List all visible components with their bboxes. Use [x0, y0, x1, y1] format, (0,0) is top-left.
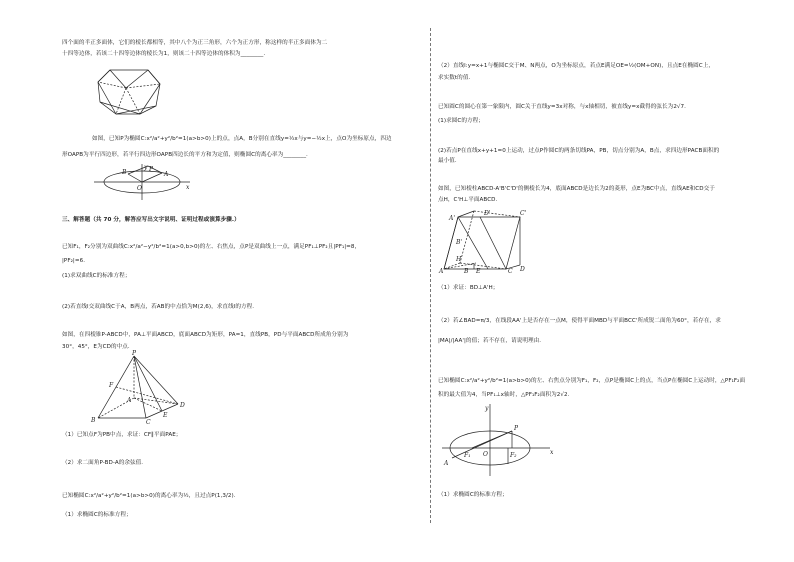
- question-ellipse3-line2: 积的最大值为4，当PF₁⊥x轴时，△PF₁F₂面积为2√2.: [438, 392, 570, 398]
- section-heading-answers: 三、解答题（共 70 分，解答应写出文字说明、证明过程或演算步骤.）: [62, 217, 240, 223]
- prism-label-a1: A': [449, 215, 455, 222]
- question-pyramid-line2: 30°，45°，E为CD的中点.: [62, 344, 130, 350]
- question-ellipse-line2: 形OAPB为平行四边形，若平行四边形OAPB四边长的平方和为定值，则椭圆C的离心率为________.: [62, 152, 308, 158]
- question-ellipse2-line1: 已知椭圆C:x²/a²+y²/b²=1(a>b>0)的离心率为½，且过点P(1,3/2).: [62, 493, 236, 499]
- question-hyperbola-line2: |PF₂|=6.: [62, 258, 86, 264]
- question-hyperbola-part1: (1)求双曲线C的标准方程；: [62, 273, 131, 279]
- question-ellipse3-line1: 已知椭圆C:x²/a²+y²/b²=1(a>b>0)的左、右焦点分别为F₁，F₂，点P是椭圆C上的点，当点P在椭圆C上运动时，△PF₁F₂面: [438, 378, 746, 384]
- ellipse3-label-y: y: [485, 405, 489, 412]
- ellipse1-label-y: y: [144, 164, 148, 171]
- question-polyhedron-line1: 四个面的半正多面体，它们的棱长都相等，其中八个为正三角形，六个为正方形，称这样的半正多面体为二: [62, 40, 328, 46]
- question-prism-line1: 如图，已知棱柱ABCD-A'B'C'D'的侧棱长为4，底面ABCD是边长为2的菱形，点E为BC中点，直线AE和CD交于: [438, 186, 715, 192]
- prism-label-d: D: [520, 266, 525, 273]
- question-hyperbola-line1: 已知F₁，F₂分别为双曲线C:x²/a²−y²/b²=1(a>0,b>0)的左、右焦点，点P是双曲线上一点，满足PF₁⊥PF₂且|PF₁|=8，: [62, 244, 361, 250]
- ellipse3-label-a: A: [444, 460, 449, 467]
- question-prism-part1: （1）求证：BD⊥A'H；: [438, 285, 499, 291]
- question-pyramid-part1: （1）已知点F为PB中点，求证：CF∥平面PAE；: [62, 432, 182, 438]
- question-pyramid-line1: 如图，在四棱锥P-ABCD中，PA⊥平面ABCD，底面ABCD为矩形，PA=1，直线PB，PD与平面ABCD所成角分别为: [62, 332, 349, 338]
- question-circle-line1: 已知圆C的圆心在第一象限内，圆C关于直线y=3x对称，与x轴相切，被直线y=x截得的弦长为2√7.: [438, 104, 686, 110]
- question-pyramid-part2: （2）求二面角P-BD-A的余弦值.: [62, 460, 144, 466]
- pyramid-label-p: P: [132, 350, 137, 357]
- question-circle-part1: (1)求圆C的方程；: [438, 118, 484, 124]
- prism-label-a: A: [439, 268, 444, 275]
- prism-label-d1: D': [484, 210, 491, 217]
- question-hyperbola-part2: (2)若直线l交双曲线C于A，B两点，若AB的中点恰为M(2,6)，求直线l的方程.: [62, 304, 255, 310]
- question-prism-part2-line1: （2）若∠BAD=π/3，在线段AA'上是否存在一点M，使得平面MBD与平面BCC'所成锐二面角为60°，若存在，求: [438, 318, 721, 324]
- pyramid-label-b: B: [91, 417, 96, 424]
- pyramid-label-a: A: [127, 397, 132, 404]
- ellipse1-label-x: x: [186, 184, 190, 191]
- question-ellipse-line1: 如图，已知P为椭圆C:x²/a²+y²/b²=1(a>b>0)上的点，点A，B分别在直线y=½x与y=−½x上，点O为坐标原点，四边: [92, 136, 392, 142]
- ellipse1-label-b: B: [122, 169, 127, 176]
- ellipse3-figure: [440, 404, 554, 478]
- prism-label-h: H: [456, 256, 462, 263]
- ellipse3-label-o: O: [483, 451, 488, 458]
- pyramid-label-f: F: [109, 382, 114, 389]
- prism-figure: [439, 207, 527, 275]
- ellipse1-label-p: P: [149, 166, 154, 173]
- ellipse1-label-o: O: [137, 185, 142, 192]
- ellipse3-label-f2: F₂: [510, 452, 517, 459]
- question-line-line2: 求实数t的值.: [438, 75, 471, 81]
- ellipse1-label-a: A: [164, 171, 169, 178]
- question-prism-line2: 点H，C'H⊥平面ABCD.: [438, 197, 498, 203]
- pyramid-label-d: D: [180, 402, 185, 409]
- question-circle-part2-line2: 最小值.: [438, 158, 457, 164]
- pyramid-figure: [91, 350, 190, 426]
- ellipse3-label-f1: F₁: [464, 452, 471, 459]
- prism-label-e: E: [476, 268, 481, 275]
- question-circle-part2-line1: (2)若点P在直线x+y+1=0上运动，过点P作圆C的两条切线PA，PB，切点分别为A，B点，求四边形PACB面积的: [438, 148, 720, 154]
- prism-label-b1: B': [456, 239, 463, 246]
- ellipse3-label-x: x: [550, 449, 554, 456]
- prism-label-b: B: [464, 268, 469, 275]
- question-line-line1: （2）直线l:y=x+1与椭圆C交于M、N两点，O为坐标原点，若点E满足OE=½(OM+ON)，且点E在椭圆C上，: [438, 63, 715, 69]
- ellipse3-label-p: P: [514, 425, 519, 432]
- pyramid-label-e: E: [163, 412, 168, 419]
- prism-label-c1: C': [520, 210, 527, 217]
- polyhedron-figure: [96, 66, 162, 116]
- prism-label-c: C: [508, 268, 513, 275]
- ellipse-figure: [92, 164, 192, 200]
- column-divider: [430, 28, 431, 523]
- question-polyhedron-line2: 十四等边体，若该二十四等边体的棱长为1，则该二十四等边体的体积为________.: [62, 51, 266, 57]
- pyramid-label-c: C: [146, 419, 151, 426]
- question-ellipse2-part1: （1）求椭圆C的标准方程；: [62, 512, 132, 518]
- question-ellipse3-part1: （1）求椭圆C的标准方程；: [438, 492, 508, 498]
- question-prism-part2-line2: |MA|/|AA'|的值；若不存在，请说明理由.: [438, 338, 542, 344]
